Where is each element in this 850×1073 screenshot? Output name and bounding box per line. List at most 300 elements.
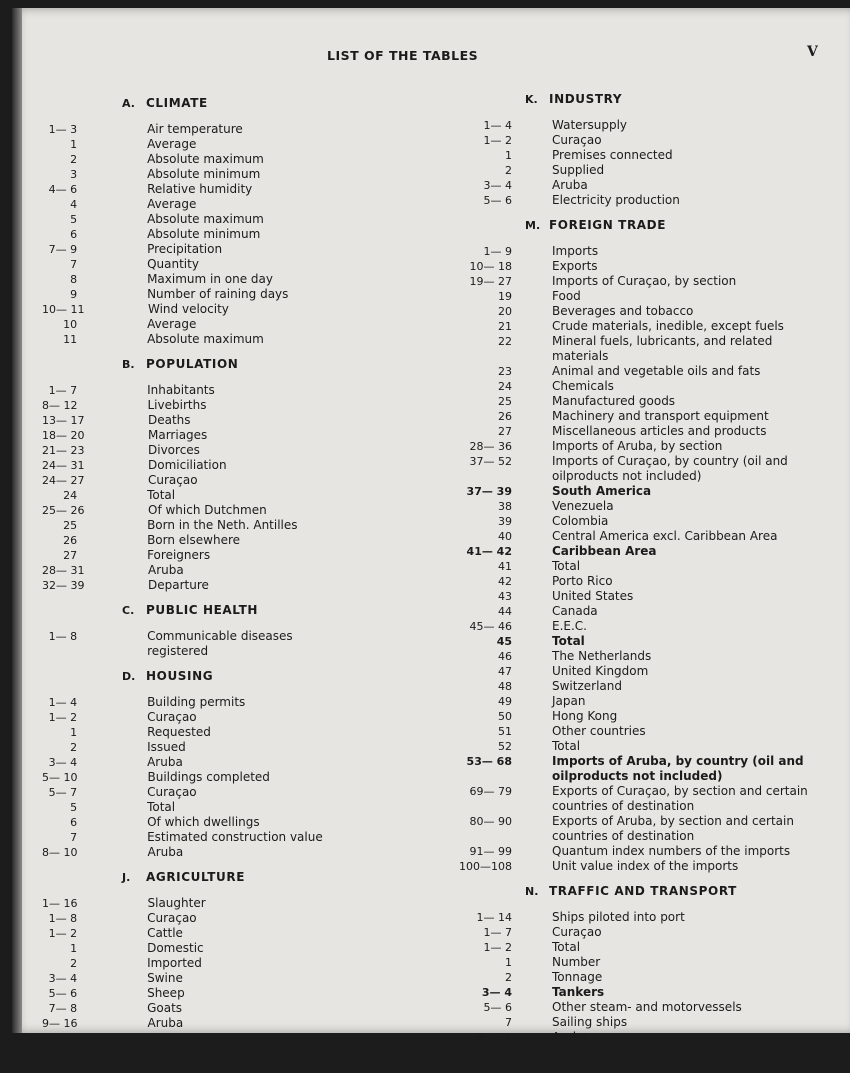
table-description: South America xyxy=(552,484,652,498)
table-entry xyxy=(452,394,832,409)
entry-list xyxy=(42,383,342,593)
table-entry xyxy=(42,971,342,986)
table-number: 4— 6 xyxy=(48,183,78,196)
table-description: Animal and vegetable oils and fats xyxy=(552,364,761,378)
table-entry xyxy=(42,548,342,563)
table-entry xyxy=(42,272,342,287)
table-number: 1 xyxy=(70,138,78,151)
table-number: 24 xyxy=(63,489,78,502)
table-description: Total xyxy=(147,800,176,814)
table-number: 1— 7 xyxy=(483,926,512,939)
table-number: 13— 17 xyxy=(42,414,85,427)
table-description: Total xyxy=(552,634,585,648)
table-number: 3— 4 xyxy=(483,179,512,192)
section-title: FOREIGN TRADE xyxy=(549,218,667,232)
table-description: Machinery and transport equipment xyxy=(552,409,769,423)
table-number: 6 xyxy=(70,228,78,241)
page-number: V xyxy=(807,44,818,60)
table-number: 1— 8 xyxy=(48,912,78,925)
section-population xyxy=(42,357,342,593)
table-description: Departure xyxy=(148,578,209,592)
table-entry xyxy=(452,514,832,529)
section-title: CLIMATE xyxy=(146,96,208,110)
table-number: 25 xyxy=(498,395,512,408)
table-number: 9— 16 xyxy=(42,1017,78,1030)
table-description: Manufactured goods xyxy=(552,394,676,408)
table-description: Estimated construction value xyxy=(147,830,323,844)
table-description: Mineral fuels, lubricants, and related materials xyxy=(552,334,773,363)
table-description: Average xyxy=(147,317,197,331)
table-number: 8— 12 xyxy=(42,399,78,412)
section-heading xyxy=(42,603,342,625)
table-entry xyxy=(452,940,832,955)
table-entry xyxy=(452,910,832,925)
table-number: 1— 2 xyxy=(483,134,512,147)
table-description: Venezuela xyxy=(552,499,614,513)
table-description: Sailing ships xyxy=(552,1015,628,1029)
table-entry xyxy=(42,986,342,1001)
table-description: Buildings completed xyxy=(147,770,270,784)
table-number: 48 xyxy=(498,680,512,693)
table-number: 52 xyxy=(498,740,512,753)
section-heading xyxy=(452,218,832,240)
table-entry xyxy=(452,649,832,664)
table-description: Marriages xyxy=(148,428,208,442)
table-entry xyxy=(42,1016,342,1031)
table-number: 100—108 xyxy=(459,860,512,873)
entry-list xyxy=(42,695,342,860)
section-industry xyxy=(452,92,832,208)
table-entry xyxy=(452,955,832,970)
table-entry xyxy=(452,664,832,679)
table-entry xyxy=(452,970,832,985)
table-description: Absolute minimum xyxy=(147,227,261,241)
table-description: Divorces xyxy=(148,443,200,457)
table-description: Crude materials, inedible, except fuels xyxy=(552,319,784,333)
table-number: 1— 8 xyxy=(48,630,78,643)
table-number: 49 xyxy=(498,695,512,708)
table-description: Foreigners xyxy=(147,548,211,562)
table-number: 46 xyxy=(498,650,512,663)
table-entry xyxy=(42,785,342,800)
table-number: 28— 31 xyxy=(42,564,85,577)
table-number: 5— 6 xyxy=(483,194,512,207)
table-entry xyxy=(452,274,832,289)
table-entry xyxy=(42,167,342,182)
table-description: Curaçao xyxy=(552,925,602,939)
table-description: Tonnage xyxy=(552,970,603,984)
table-description: Air temperature xyxy=(147,122,243,136)
table-number: 1— 4 xyxy=(483,119,512,132)
table-description: Aruba xyxy=(552,1030,588,1044)
table-number: 1— 2 xyxy=(48,927,78,940)
table-number: 1— 2 xyxy=(483,941,512,954)
document-page xyxy=(12,8,850,1044)
section-title: PUBLIC HEALTH xyxy=(146,603,258,617)
table-entry xyxy=(452,409,832,424)
table-number: 4 xyxy=(70,198,78,211)
table-description: Absolute maximum xyxy=(147,212,264,226)
table-number: 91— 99 xyxy=(469,845,512,858)
table-description: Absolute maximum xyxy=(147,152,264,166)
table-description: Cattle xyxy=(147,926,183,940)
table-description: Average xyxy=(147,197,197,211)
table-number: 19 xyxy=(498,290,512,303)
table-number: 80— 90 xyxy=(469,815,512,828)
table-entry xyxy=(42,941,342,956)
table-number: 1 xyxy=(70,942,78,955)
table-entry xyxy=(42,926,342,941)
section-heading xyxy=(42,669,342,691)
table-entry xyxy=(452,814,832,844)
table-description: Domestic xyxy=(147,941,204,955)
table-entry xyxy=(42,182,342,197)
table-description: Caribbean Area xyxy=(552,544,657,558)
table-entry xyxy=(42,443,342,458)
table-entry xyxy=(452,118,832,133)
table-description: Supplied xyxy=(552,163,605,177)
table-number: 1 xyxy=(505,956,512,969)
table-entry xyxy=(42,242,342,257)
table-description: Aruba xyxy=(147,755,183,769)
table-description: Requested xyxy=(147,725,211,739)
section-agriculture xyxy=(42,870,342,1031)
table-entry xyxy=(42,1001,342,1016)
table-entry xyxy=(452,244,832,259)
table-number: 5— 6 xyxy=(48,987,78,1000)
table-entry xyxy=(452,589,832,604)
table-number: 1— 2 xyxy=(48,711,78,724)
table-entry xyxy=(42,227,342,242)
table-entry xyxy=(452,1000,832,1015)
table-number: 21— 23 xyxy=(42,444,85,457)
table-description: Average xyxy=(147,137,197,151)
section-traffic-and-transport xyxy=(452,884,832,1045)
table-description: Curaçao xyxy=(147,911,197,925)
table-description: Quantum index numbers of the imports xyxy=(552,844,791,858)
table-description: Food xyxy=(552,289,581,303)
table-number: 28— 36 xyxy=(469,440,512,453)
table-number: 2 xyxy=(505,971,512,984)
page-title: LIST OF THE TABLES xyxy=(327,48,479,63)
table-number: 27 xyxy=(498,425,512,438)
table-number: 7 xyxy=(505,1016,512,1029)
table-description: Other countries xyxy=(552,724,646,738)
table-number: 26 xyxy=(63,534,78,547)
table-entry xyxy=(42,257,342,272)
table-description: Aruba xyxy=(147,1016,184,1030)
section-public-health xyxy=(42,603,342,659)
table-description: Born in the Neth. Antilles xyxy=(147,518,298,532)
table-number: 47 xyxy=(498,665,512,678)
table-entry xyxy=(452,193,832,208)
entry-list xyxy=(42,629,342,659)
table-description: Watersupply xyxy=(552,118,627,132)
section-title: POPULATION xyxy=(146,357,239,371)
table-description: Imported xyxy=(147,956,202,970)
entry-list xyxy=(452,910,832,1045)
table-description: Imports of Aruba, by section xyxy=(552,439,723,453)
section-letter: N. xyxy=(525,885,539,898)
table-number: 25— 26 xyxy=(42,504,85,517)
table-entry xyxy=(42,911,342,926)
table-number: 69— 79 xyxy=(469,785,512,798)
table-entry xyxy=(452,529,832,544)
table-description: Imports of Curaçao, by country (oil and oilproducts not included) xyxy=(552,454,788,483)
table-entry xyxy=(42,152,342,167)
section-title: TRAFFIC AND TRANSPORT xyxy=(549,884,737,898)
table-number: 1 xyxy=(70,726,78,739)
table-number: 26 xyxy=(498,410,512,423)
table-number: 7 xyxy=(70,831,78,844)
table-entry xyxy=(42,710,342,725)
table-entry xyxy=(42,287,342,302)
table-entry xyxy=(452,859,832,874)
table-description: Imports of Curaçao, by section xyxy=(552,274,737,288)
table-entry xyxy=(452,304,832,319)
section-climate xyxy=(42,96,342,347)
table-description: Of which dwellings xyxy=(147,815,260,829)
table-number: 5— 6 xyxy=(483,1001,512,1014)
table-description: Aruba xyxy=(147,845,184,859)
table-entry xyxy=(452,694,832,709)
entry-list xyxy=(42,896,342,1031)
table-number: 8— 10 xyxy=(42,846,78,859)
table-description: Total xyxy=(552,940,581,954)
table-description: Born elsewhere xyxy=(147,533,241,547)
left-column xyxy=(42,96,342,1041)
table-entry xyxy=(452,424,832,439)
table-number: 10— 11 xyxy=(42,303,85,316)
table-description: Imports of Aruba, by country (oil and oilproducts not included) xyxy=(552,754,804,783)
table-entry xyxy=(42,563,342,578)
section-letter: A. xyxy=(122,97,135,110)
table-entry xyxy=(452,679,832,694)
table-entry xyxy=(452,1015,832,1030)
section-letter: C. xyxy=(122,604,135,617)
table-entry xyxy=(452,925,832,940)
table-entry xyxy=(42,800,342,815)
table-entry xyxy=(42,137,342,152)
table-description: Curaçao xyxy=(148,473,198,487)
table-description: Livebirths xyxy=(147,398,207,412)
table-entry xyxy=(42,317,342,332)
table-entry xyxy=(452,604,832,619)
table-description: Japan xyxy=(552,694,586,708)
table-entry xyxy=(452,634,832,649)
table-number: 9 xyxy=(70,288,78,301)
section-heading xyxy=(42,96,342,118)
table-number: 11 xyxy=(63,333,78,346)
table-entry xyxy=(42,503,342,518)
table-description: Quantity xyxy=(147,257,199,271)
table-number: 1— 16 xyxy=(42,897,78,910)
table-number: 37— 39 xyxy=(466,485,512,498)
right-column xyxy=(452,92,832,1055)
table-number: 3 xyxy=(70,168,78,181)
table-number: 10 xyxy=(63,318,78,331)
table-number: 1— 3 xyxy=(48,123,78,136)
table-entry xyxy=(452,454,832,484)
table-entry xyxy=(42,755,342,770)
table-entry xyxy=(42,629,342,659)
table-description: Ships piloted into port xyxy=(552,910,685,924)
table-entry xyxy=(42,695,342,710)
table-number: 23 xyxy=(498,365,512,378)
table-description: Number xyxy=(552,955,601,969)
table-entry xyxy=(452,439,832,454)
table-number: 19— 27 xyxy=(469,275,512,288)
table-number: 2 xyxy=(70,741,78,754)
table-entry xyxy=(42,302,342,317)
table-number: 24— 27 xyxy=(42,474,85,487)
table-description: Chemicals xyxy=(552,379,614,393)
table-entry xyxy=(42,383,342,398)
table-number: 5 xyxy=(70,213,78,226)
table-number: 24— 31 xyxy=(42,459,85,472)
table-description: Exports xyxy=(552,259,598,273)
table-entry xyxy=(42,533,342,548)
table-description: The Netherlands xyxy=(552,649,652,663)
table-entry xyxy=(452,163,832,178)
table-number: 8— 14 xyxy=(476,1031,512,1044)
table-description: Beverages and tobacco xyxy=(552,304,694,318)
table-entry xyxy=(452,334,832,364)
table-description: Unit value index of the imports xyxy=(552,859,739,873)
table-entry xyxy=(452,364,832,379)
table-entry xyxy=(452,739,832,754)
table-number: 1 xyxy=(505,149,512,162)
table-number: 41 xyxy=(498,560,512,573)
table-description: Porto Rico xyxy=(552,574,613,588)
table-number: 39 xyxy=(498,515,512,528)
table-number: 5— 10 xyxy=(42,771,78,784)
table-number: 41— 42 xyxy=(466,545,512,558)
table-number: 7 xyxy=(70,258,78,271)
table-number: 2 xyxy=(505,164,512,177)
page-binding-shadow xyxy=(12,8,22,1033)
section-letter: D. xyxy=(122,670,136,683)
table-entry xyxy=(452,178,832,193)
table-entry xyxy=(42,740,342,755)
table-description: Curaçao xyxy=(147,785,197,799)
table-number: 20 xyxy=(498,305,512,318)
section-foreign-trade xyxy=(452,218,832,874)
table-number: 25 xyxy=(63,519,78,532)
table-entry xyxy=(42,458,342,473)
table-entry xyxy=(42,428,342,443)
table-number: 45 xyxy=(496,635,512,648)
section-title: INDUSTRY xyxy=(549,92,623,106)
table-description: Miscellaneous articles and products xyxy=(552,424,767,438)
table-entry xyxy=(42,896,342,911)
table-description: Electricity production xyxy=(552,193,680,207)
section-housing xyxy=(42,669,342,860)
table-number: 1— 9 xyxy=(483,245,512,258)
section-letter: M. xyxy=(525,219,541,232)
table-number: 51 xyxy=(498,725,512,738)
table-entry xyxy=(42,815,342,830)
table-number: 3— 4 xyxy=(481,986,512,999)
table-description: Goats xyxy=(147,1001,183,1015)
table-description: Exports of Curaçao, by section and certain countries of destination xyxy=(552,784,808,813)
table-description: Precipitation xyxy=(147,242,223,256)
table-number: 3— 4 xyxy=(48,756,78,769)
section-letter: J. xyxy=(122,871,131,884)
table-number: 27 xyxy=(63,549,78,562)
entry-list xyxy=(452,118,832,208)
table-entry xyxy=(42,956,342,971)
table-description: Slaughter xyxy=(147,896,206,910)
table-entry xyxy=(452,379,832,394)
table-number: 37— 52 xyxy=(469,455,512,468)
table-description: Imports xyxy=(552,244,599,258)
table-description: Absolute maximum xyxy=(147,332,264,346)
section-title: AGRICULTURE xyxy=(146,870,246,884)
table-number: 53— 68 xyxy=(466,755,512,768)
table-description: Exports of Aruba, by section and certain countries of destination xyxy=(552,814,794,843)
table-description: Switzerland xyxy=(552,679,622,693)
section-heading xyxy=(42,357,342,379)
table-description: Hong Kong xyxy=(552,709,618,723)
table-description: Inhabitants xyxy=(147,383,215,397)
table-description: Number of raining days xyxy=(147,287,289,301)
table-number: 2 xyxy=(70,153,78,166)
table-number: 2 xyxy=(70,957,78,970)
table-entry xyxy=(42,212,342,227)
table-description: Domiciliation xyxy=(148,458,227,472)
section-heading xyxy=(452,92,832,114)
section-title: HOUSING xyxy=(146,669,214,683)
table-number: 1— 14 xyxy=(476,911,512,924)
table-description: Total xyxy=(147,488,176,502)
table-entry xyxy=(452,709,832,724)
table-number: 8 xyxy=(70,273,78,286)
table-entry xyxy=(452,289,832,304)
table-number: 42 xyxy=(498,575,512,588)
table-entry xyxy=(452,544,832,559)
table-number: 22 xyxy=(498,335,512,348)
table-description: Premises connected xyxy=(552,148,673,162)
table-number: 7— 9 xyxy=(48,243,78,256)
entry-list xyxy=(42,122,342,347)
table-entry xyxy=(42,725,342,740)
table-number: 18— 20 xyxy=(42,429,85,442)
table-entry xyxy=(42,845,342,860)
table-description: Building permits xyxy=(147,695,246,709)
table-description: Total xyxy=(552,559,581,573)
table-entry xyxy=(42,488,342,503)
table-entry xyxy=(42,473,342,488)
table-entry xyxy=(452,574,832,589)
table-entry xyxy=(452,1030,832,1045)
table-number: 21 xyxy=(498,320,512,333)
table-number: 44 xyxy=(498,605,512,618)
table-entry xyxy=(452,985,832,1000)
table-description: Curaçao xyxy=(552,133,602,147)
table-entry xyxy=(452,724,832,739)
table-entry xyxy=(452,619,832,634)
table-entry xyxy=(452,559,832,574)
table-entry xyxy=(452,784,832,814)
table-number: 32— 39 xyxy=(42,579,85,592)
table-description: Issued xyxy=(147,740,186,754)
table-number: 10— 18 xyxy=(469,260,512,273)
section-heading xyxy=(42,870,342,892)
table-description: Absolute minimum xyxy=(147,167,261,181)
table-description: Communicable diseases registered xyxy=(147,629,293,658)
table-entry xyxy=(42,122,342,137)
